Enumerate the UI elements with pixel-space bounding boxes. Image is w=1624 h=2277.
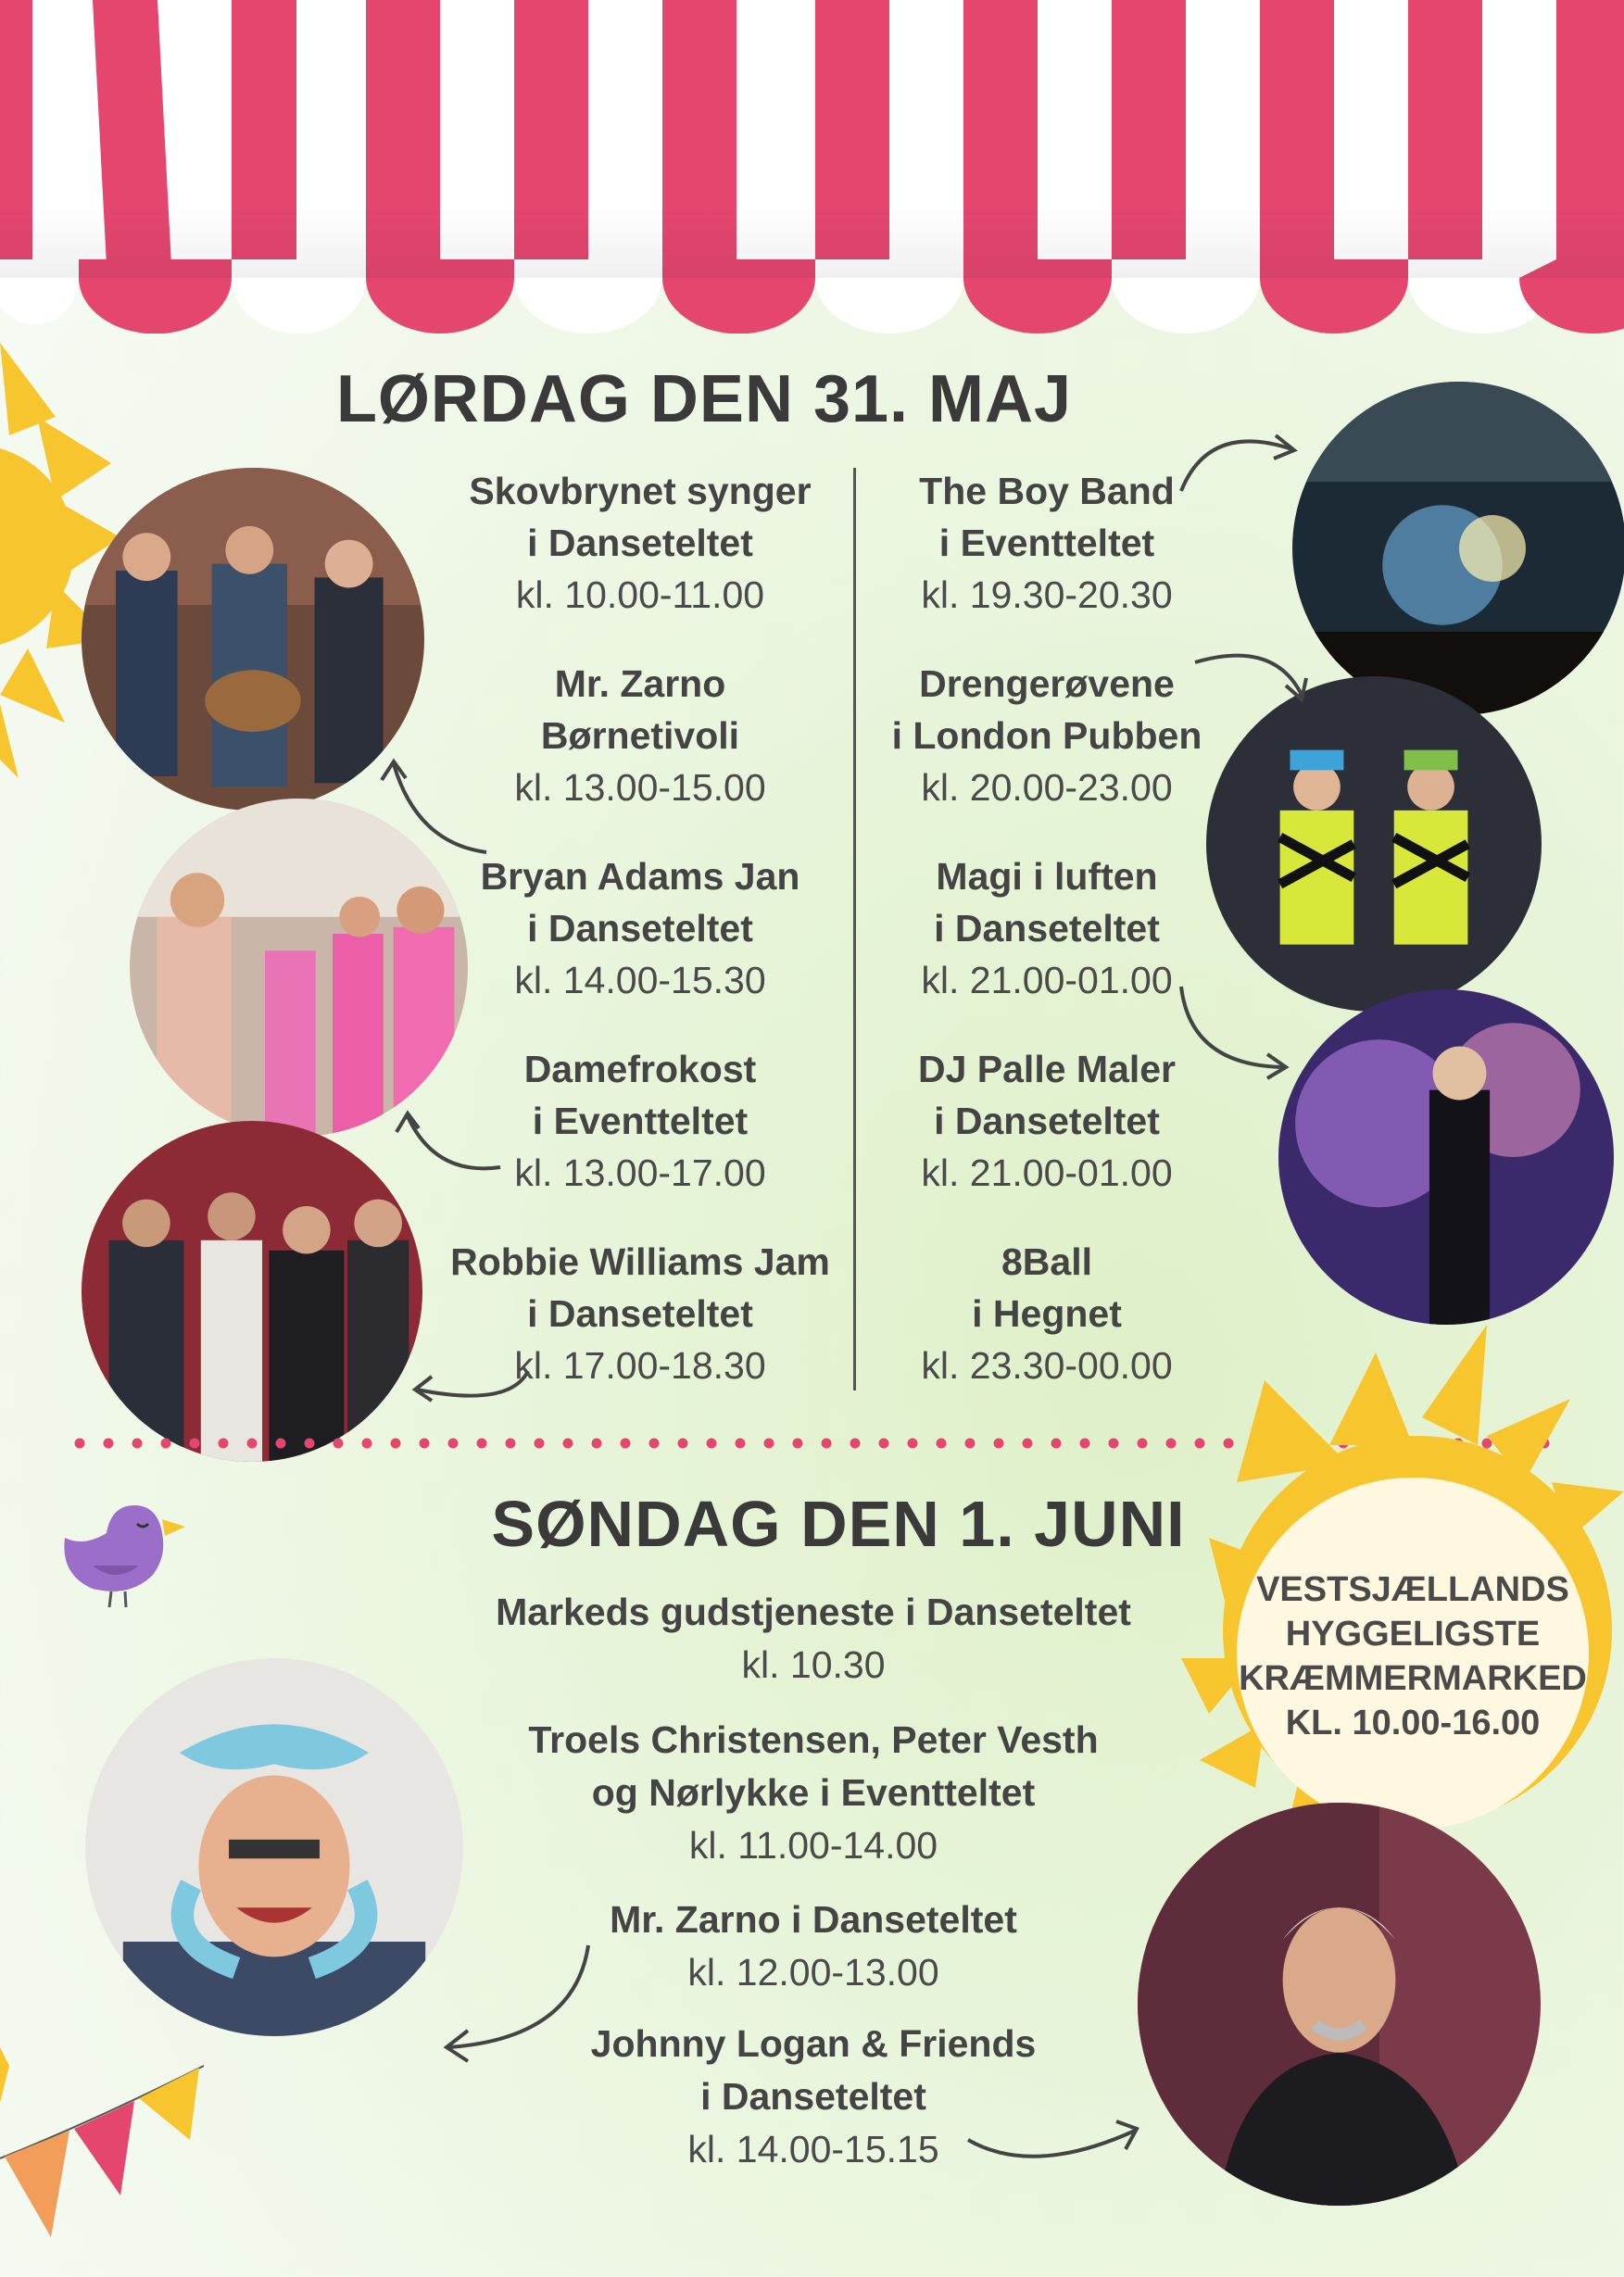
event-name: Mr. Zarno i Danseteltet — [610, 1898, 1017, 1941]
separator-dot — [1051, 1439, 1062, 1449]
arrow-to-johnny-logan — [959, 2103, 1144, 2205]
separator-dot — [448, 1439, 459, 1449]
event-venue: i London Pubben — [891, 714, 1202, 757]
separator-dot — [764, 1439, 774, 1449]
event-time: kl. 13.00-17.00 — [514, 1151, 766, 1194]
event-venue: i Danseteltet — [934, 907, 1160, 950]
arrow-to-drengeroevene — [1190, 639, 1311, 713]
bunting-decoration — [0, 2010, 204, 2277]
event-name: Bryan Adams Jan — [480, 855, 800, 898]
arrow-to-mr-zarno-sunday — [435, 1936, 602, 2075]
event-venue: i Danseteltet — [527, 522, 753, 564]
separator-dot — [678, 1439, 688, 1449]
separator-dot — [850, 1439, 861, 1449]
separator-dot — [219, 1439, 229, 1449]
market-badge-text — [1232, 1567, 1593, 1745]
event-time: kl. 21.00-01.00 — [921, 959, 1173, 1001]
event-time: kl. 13.00-15.00 — [514, 766, 766, 809]
separator-dot — [563, 1439, 573, 1449]
event-name: Skovbrynet synger — [469, 470, 812, 512]
separator-dot — [362, 1439, 372, 1449]
separator-dot — [104, 1439, 114, 1449]
event-name: The Boy Band — [919, 470, 1175, 512]
badge-line3: KRÆMMERMARKED — [1239, 1659, 1587, 1698]
separator-dot — [1023, 1439, 1033, 1449]
event-markeds-gudstjeneste — [461, 1586, 1165, 1692]
event-time: kl. 19.30-20.30 — [921, 573, 1173, 616]
event-name: Troels Christensen, Peter Vesth — [528, 1718, 1099, 1761]
separator-dot — [132, 1439, 143, 1449]
event-name: Drengerøvene — [919, 662, 1175, 705]
photo-drengeroevene — [1206, 676, 1542, 1012]
separator-dot — [621, 1439, 631, 1449]
sunday-heading: SØNDAG DEN 1. JUNI — [491, 1488, 1186, 1560]
separator-dot — [1109, 1439, 1119, 1449]
event-time: kl. 11.00-14.00 — [688, 1824, 938, 1867]
event-venue: i Danseteltet — [527, 1292, 753, 1335]
saturday-heading: LØRDAG DEN 31. MAJ — [335, 362, 1073, 436]
separator-dot — [793, 1439, 803, 1449]
event-time: kl. 21.00-01.00 — [921, 1151, 1173, 1194]
event-time: kl. 10.00-11.00 — [515, 573, 765, 616]
separator-dot — [506, 1439, 516, 1449]
event-time: kl. 14.00-15.15 — [687, 2128, 939, 2170]
arrow-to-the-boy-band — [1172, 417, 1302, 509]
photo-johnny-logan — [1138, 1803, 1541, 2206]
separator-dot — [707, 1439, 717, 1449]
arrow-to-skovbrynet — [371, 741, 500, 871]
separator-dot — [247, 1439, 258, 1449]
badge-line1: VESTSJÆLLANDS — [1256, 1570, 1569, 1609]
separator-dot — [334, 1439, 344, 1449]
separator-dot — [1080, 1439, 1090, 1449]
separator-dot — [190, 1439, 200, 1449]
separator-dot — [161, 1439, 171, 1449]
separator-dot — [937, 1439, 947, 1449]
event-skovbrynet — [418, 465, 862, 621]
photo-dj-palle-maler — [1278, 989, 1614, 1325]
event-time: kl. 23.30-00.00 — [921, 1344, 1173, 1387]
separator-dot — [276, 1439, 286, 1449]
separator-dot — [965, 1439, 976, 1449]
separator-dot — [1166, 1439, 1177, 1449]
event-name: Markeds gudstjeneste i Danseteltet — [496, 1591, 1131, 1633]
separator-dot — [879, 1439, 889, 1449]
event-venue: i Eventteltet — [532, 1100, 749, 1142]
separator-dot — [535, 1439, 545, 1449]
event-bryan-adams-jan — [418, 850, 862, 1006]
event-venue: Børnetivoli — [540, 714, 740, 757]
event-venue: i Danseteltet — [527, 907, 753, 950]
separator-dot — [1138, 1439, 1148, 1449]
separator-dot — [305, 1439, 315, 1449]
event-name: 8Ball — [1001, 1240, 1092, 1283]
badge-line4: KL. 10.00-16.00 — [1285, 1704, 1541, 1742]
separator-dot — [420, 1439, 430, 1449]
separator-dot — [908, 1439, 918, 1449]
photo-mr-zarno-sunday — [85, 1658, 463, 2036]
event-name: DJ Palle Maler — [917, 1048, 1177, 1090]
separator-dot — [649, 1439, 660, 1449]
arrow-to-robbie-williams — [408, 1352, 537, 1427]
separator-dot — [994, 1439, 1004, 1449]
separator-dot — [822, 1439, 832, 1449]
event-time: kl. 17.00-18.30 — [514, 1344, 766, 1387]
event-name-cont: og Nørlykke i Eventteltet — [591, 1771, 1036, 1814]
separator-dot — [736, 1439, 746, 1449]
event-name: Johnny Logan & Friends — [590, 2022, 1037, 2065]
event-name: Mr. Zarno — [554, 662, 726, 705]
event-time: kl. 12.00-13.00 — [687, 1951, 939, 1994]
photo-robbie-williams-jam — [82, 1121, 422, 1462]
event-troels-christensen — [461, 1714, 1165, 1872]
awning-decoration — [0, 0, 1624, 333]
event-time: kl. 10.30 — [741, 1643, 886, 1686]
event-venue: i Hegnet — [972, 1292, 1122, 1335]
event-venue: i Danseteltet — [934, 1100, 1160, 1142]
event-name: Robbie Williams Jam — [450, 1240, 830, 1283]
event-name-cont: i Danseteltet — [700, 2075, 926, 2118]
event-venue: i Eventteltet — [938, 522, 1155, 564]
arrow-to-bryan-adams — [389, 1102, 510, 1195]
separator-dot — [477, 1439, 487, 1449]
photo-the-boy-band — [1292, 382, 1624, 715]
event-name: Magi i luften — [936, 855, 1158, 898]
separator-dot — [391, 1439, 401, 1449]
separator-dot — [592, 1439, 602, 1449]
arrow-to-dj-palle-maler — [1177, 982, 1292, 1084]
badge-line2: HYGGELIGSTE — [1285, 1615, 1541, 1654]
separator-dot — [75, 1439, 85, 1449]
event-time: kl. 14.00-15.30 — [514, 959, 766, 1001]
event-time: kl. 20.00-23.00 — [921, 766, 1173, 809]
event-name: Damefrokost — [523, 1048, 757, 1090]
